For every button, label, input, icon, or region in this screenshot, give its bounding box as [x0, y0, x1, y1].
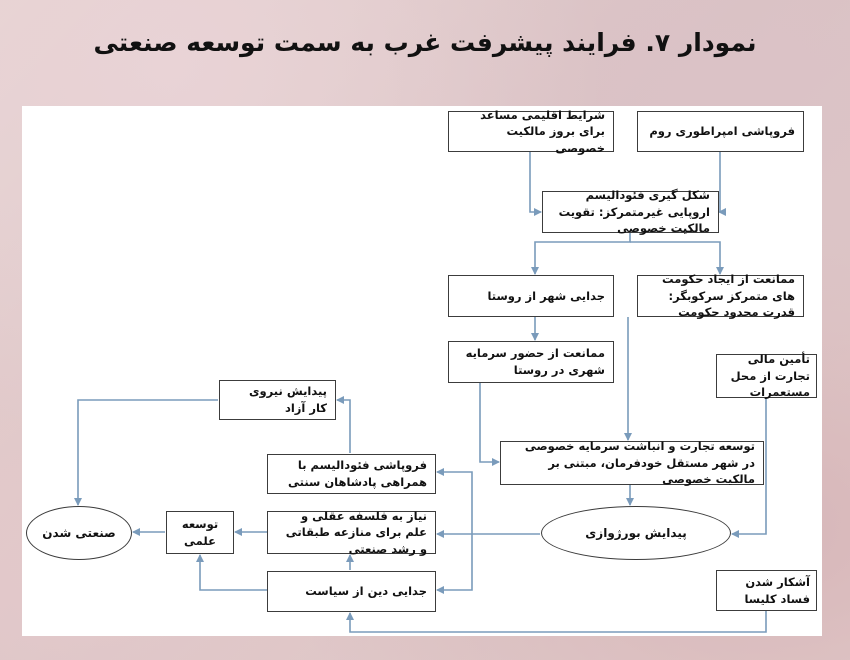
node-prevent-capital: ممانعت از حضور سرمایه شهری در روستا — [448, 341, 614, 383]
node-philosophy: نیاز به فلسفه عقلی و علم برای منازعه طبقاتی و رشد صنعتی — [267, 511, 436, 554]
node-church: آشکار شدن فساد کلیسا — [716, 570, 817, 611]
node-colonies: تأمین مالی تجارت از محل مستعمرات — [716, 354, 817, 398]
node-religion: جدایی دین از سیاست — [267, 571, 436, 612]
node-central-gov: ممانعت از ایجاد حکومت های متمرکز سرکوبگر: قدرت محدود حکومت — [637, 275, 804, 317]
node-feudalism: شکل گیری فئودالیسم اروپایی غیرمتمرکز: تقویت مالکیت خصوصی — [542, 191, 719, 233]
node-science: توسعه علمی — [166, 511, 234, 554]
node-separation: جدایی شهر از روستا — [448, 275, 614, 317]
node-industrial: صنعتی شدن — [26, 506, 132, 560]
node-rome: فروپاشی امپراطوری روم — [637, 111, 804, 152]
node-climate: شرایط اقلیمی مساعد برای بروز مالکیت خصوصی — [448, 111, 614, 152]
node-trade: توسعه تجارت و انباشت سرمایه خصوصی در شهر مستقل خودفرمان، مبتنی بر مالکیت خصوصی — [500, 441, 764, 485]
diagram-title: نمودار ۷. فرایند پیشرفت غرب به سمت توسعه صنعتی — [93, 28, 757, 57]
node-feudal-collapse: فروپاشی فئودالیسم با همراهی پادشاهان سنتی — [267, 454, 436, 494]
node-bourgeoisie: پیدایش بورژوازی — [541, 506, 731, 560]
node-free-labor: پیدایش نیروی کار آزاد — [219, 380, 336, 420]
